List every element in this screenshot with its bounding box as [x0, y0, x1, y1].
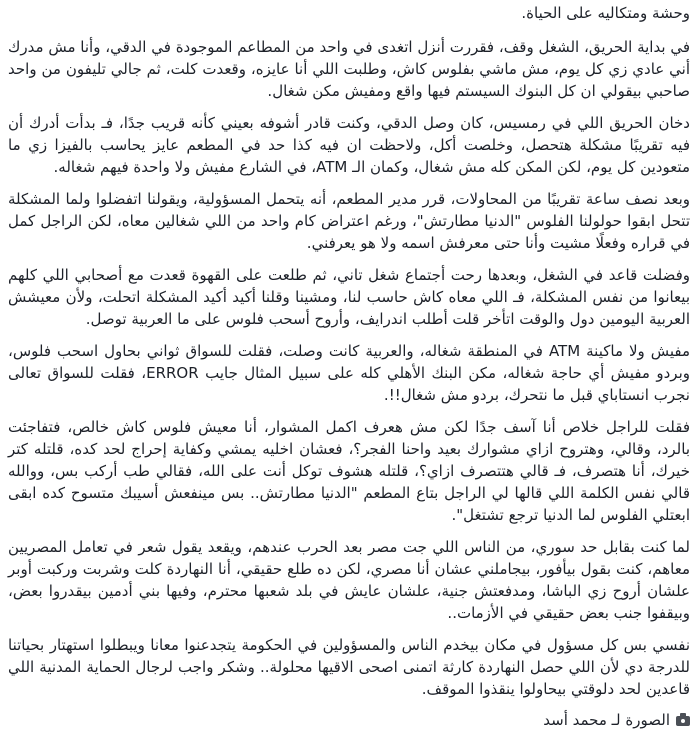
post-paragraph-4: وبعد نصف ساعة تقريبًا من المحاولات، قرر مدير المطعم، أنه يتحمل المسؤولية، ويقولنا اتفضلوا ولما المشكلة تتحل ابقوا حولولنا الفلوس "الدنيا مطارتش"، ورغم اعتراض كام واحد من اللي شغالين معاه، لكن الراجل كمل في قراره وفعلًا مشيت وأنا حتى معرفش اسمه ولا هو يعرفني.: [8, 190, 690, 252]
post-paragraph-7: فقلت للراجل خلاص أنا آسف جدًا لكن مش هعرف اكمل المشوار، أنا معيش فلوس كاش خالص، فتفاجئت بالرد، وقالي، وهتروح ازاي مشوارك بعيد واحنا الفجر؟، فعشان اخليه يمشي وكفاية إحراج لحد كده، قلتله كتر خيرك، أنا هتصرف، فـ قالي هتتصرف ازاي؟، قلتله هشوف توكل أنت على الله، فقالي طب أركب بس، ووالله قالي نفس الكلمة اللي قالها لي الراجل بتاع المطعم "الدنيا مطارتش.. بس مينفعش أسيبك متسوح كده ابقى ابعتلي الفلوس لما الدنيا ترجع تشتغل".: [8, 418, 690, 524]
post-paragraph-2: في بداية الحريق، الشغل وقف، فقررت أنزل اتغدى في واحد من المطاعم الموجودة في الدقي، وأنا مش مدرك أني عادي زي كل يوم، مش ماشي بفلوس كاش، وطلبت اللي أنا عايزه، وقعدت كلت، ثم جالي تليفون من واحد صاحبي بيقولي ان كل البنوك السيستم فيها واقع ومفيش مكن شغال.: [8, 38, 690, 100]
photo-credit: [8, 710, 690, 730]
photo-credit-text: الصورة لـ محمد أسد: [543, 711, 670, 729]
post-paragraph-8: لما كنت بقابل حد سوري، من الناس اللي جت مصر بعد الحرب عندهم، ويقعد يقول شعر في تعامل المصريين معاهم، كنت بقول بيأفور، بيجاملني عشان أنا مصري، لكن ده طلع حقيقي، أنا النهاردة كلت وشربت وركبت أوبر علشان أروح زي الباشا، ومدفعتش جنية، علشان عايش في بلد شعبها محترم، وفيها بني أدمين بيقدروا بعض، وبيقفوا جنب بعض حقيقي في الأزمات..: [8, 538, 690, 622]
post-paragraph-3: دخان الحريق اللي في رمسيس، كان وصل الدقي، وكنت قادر أشوفه بعيني كأنه قريب جدًا، فـ بدأت أدرك أن فيه تقريبًا مشكلة هتحصل، وخلصت أكل، ولاحظت ان فيه كذا حد في المطعم عايز يحاسب بالفيزا زي ما متعودين كل يوم، لكن المكن كله مش شغال، وكمان الـ ATM، في الشارع مفيش ولا واحدة فيهم شغاله.: [8, 114, 690, 176]
post-paragraph-5: وفضلت قاعد في الشغل، وبعدها رحت أجتماع شغل تاني، ثم طلعت على القهوة قعدت مع أصحابي اللي كلهم بيعانوا من نفس المشكلة، فـ اللي معاه كاش حاسب لنا، ومشينا وقلنا أكيد أكيد المشكلة اتحلت، ولأن معيشش العربية اليومين دول والوقت اتأخر قلت أطلب اندرايف، وأروح أسحب فلوس على ما العربية توصل.: [8, 266, 690, 328]
camera-icon: [676, 716, 690, 726]
post-paragraph-9: نفسي بس كل مسؤول في مكان بيخدم الناس والمسؤولين في الحكومة يتجدعنوا معانا ويبطلوا استهتار بحياتنا للدرجة دي لأن اللي حصل النهاردة كارثة اتمنى اصحى الاقيها محلولة.. وشكر واجب لرجال الحماية المدنية اللي قاعدين لحد دلوقتي بيحاولوا ينقذوا الموقف.: [8, 636, 690, 698]
post-paragraph-6: مفيش ولا ماكينة ATM في المنطقة شغاله، والعربية كانت وصلت، فقلت للسواق ثواني بحاول اسحب فلوس، وبردو مفيش أي حاجة شغاله، مكن البنك الأهلي كله على سبيل المثال جايب ERROR، فقلت للسواق تعالى نجرب انستاباي قبل ما نتحرك، بردو مش شغال!!.: [8, 342, 691, 404]
post-paragraph-1: وحشة ومتكاليه على الحياة.: [521, 4, 690, 22]
